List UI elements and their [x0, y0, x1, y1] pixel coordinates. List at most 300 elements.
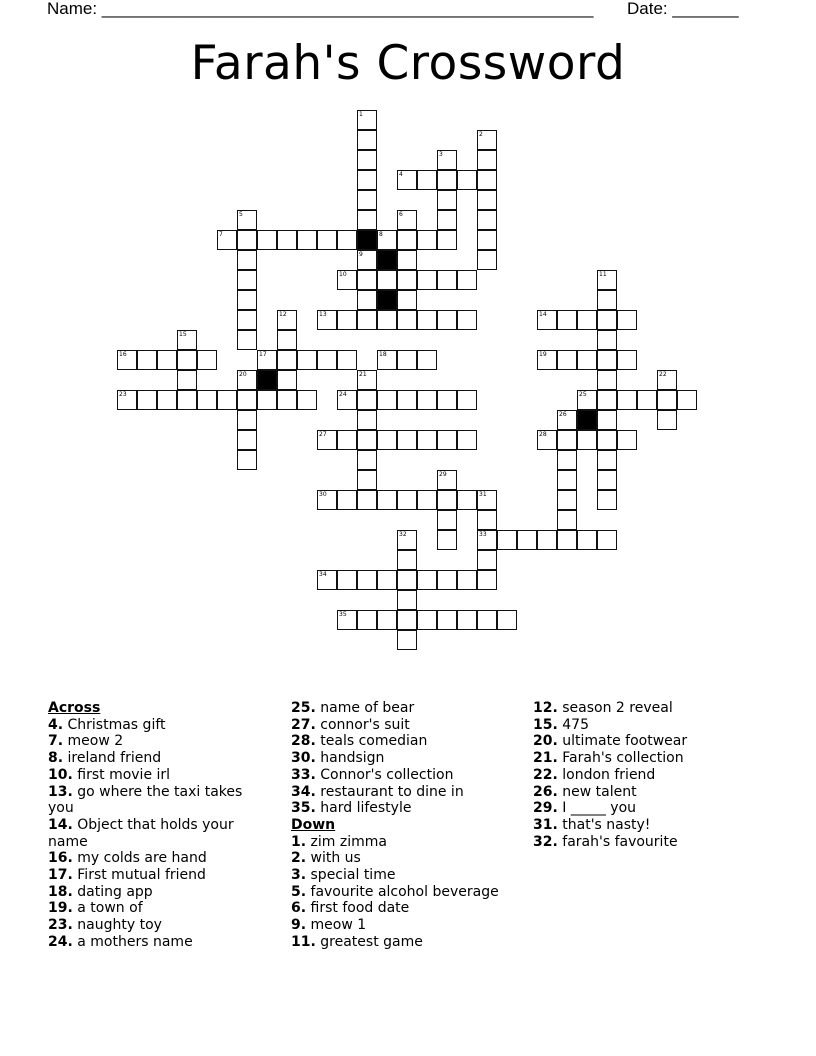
grid-cell[interactable] [357, 110, 377, 130]
black-cell [357, 230, 377, 250]
clue-across-item [48, 884, 263, 901]
grid-cell[interactable] [437, 510, 457, 530]
clue-down-item [533, 767, 763, 784]
grid-cell[interactable] [357, 270, 377, 290]
grid-cell[interactable] [437, 570, 457, 590]
grid-cell[interactable] [637, 390, 657, 410]
grid-cell[interactable] [557, 310, 577, 330]
grid-cell[interactable] [597, 350, 617, 370]
grid-cell[interactable] [317, 490, 337, 510]
grid-cell[interactable] [477, 490, 497, 510]
clue-text: favourite alcohol beverage [310, 883, 499, 900]
grid-cell[interactable] [417, 350, 437, 370]
down-heading: Down [291, 816, 336, 833]
grid-cell[interactable] [597, 430, 617, 450]
grid-cell[interactable] [417, 570, 437, 590]
grid-cell[interactable] [617, 350, 637, 370]
grid-cell[interactable] [137, 390, 157, 410]
clue-number: 27 [319, 431, 327, 438]
grid-cell[interactable] [417, 270, 437, 290]
grid-cell[interactable] [477, 250, 497, 270]
clue-text: a mothers name [77, 933, 193, 950]
black-cell [577, 410, 597, 430]
clue-number: 26 [559, 411, 567, 418]
grid-cell[interactable] [237, 250, 257, 270]
grid-cell[interactable] [317, 430, 337, 450]
grid-cell[interactable] [557, 510, 577, 530]
clue-number: 35 [339, 611, 347, 618]
grid-cell[interactable] [397, 170, 417, 190]
clue-number: 23 [119, 391, 127, 398]
clue-across-item [48, 784, 263, 817]
grid-cell[interactable] [397, 630, 417, 650]
clue-across-item [48, 867, 263, 884]
grid-cell[interactable] [457, 270, 477, 290]
clue-across-item [48, 934, 263, 951]
clue-across-item [48, 767, 263, 784]
date-field-label: Date: _______ [627, 0, 739, 18]
clue-text: Farah's collection [562, 750, 684, 767]
grid-cell[interactable] [397, 550, 417, 570]
grid-cell[interactable] [337, 570, 357, 590]
grid-cell[interactable] [437, 230, 457, 250]
grid-cell[interactable] [337, 270, 357, 290]
clue-text: handsign [320, 750, 385, 767]
grid-cell[interactable] [157, 350, 177, 370]
grid-cell[interactable] [437, 390, 457, 410]
grid-cell[interactable] [477, 190, 497, 210]
grid-cell[interactable] [237, 410, 257, 430]
grid-cell[interactable] [177, 370, 197, 390]
grid-cell[interactable] [557, 450, 577, 470]
grid-cell[interactable] [657, 390, 677, 410]
clue-down-item [291, 867, 526, 884]
clue-number: 17. [48, 867, 73, 884]
clue-text: a town of [77, 900, 143, 917]
grid-cell[interactable] [677, 390, 697, 410]
grid-cell[interactable] [437, 210, 457, 230]
clue-number: 4. [48, 716, 64, 733]
grid-cell[interactable] [357, 210, 377, 230]
grid-cell[interactable] [577, 430, 597, 450]
clue-text: first food date [310, 900, 410, 917]
grid-cell[interactable] [597, 310, 617, 330]
grid-cell[interactable] [417, 610, 437, 630]
clue-text: with us [310, 850, 361, 867]
clue-down-item [533, 784, 763, 801]
grid-cell[interactable] [237, 450, 257, 470]
clue-number: 33 [479, 531, 487, 538]
grid-cell[interactable] [457, 570, 477, 590]
grid-cell[interactable] [377, 610, 397, 630]
grid-cell[interactable] [357, 430, 377, 450]
grid-cell[interactable] [397, 350, 417, 370]
grid-cell[interactable] [477, 130, 497, 150]
grid-cell[interactable] [397, 530, 417, 550]
grid-cell[interactable] [237, 210, 257, 230]
grid-cell[interactable] [437, 470, 457, 490]
clue-number: 5. [291, 883, 307, 900]
grid-cell[interactable] [357, 490, 377, 510]
grid-cell[interactable] [357, 290, 377, 310]
grid-cell[interactable] [597, 330, 617, 350]
grid-cell[interactable] [557, 490, 577, 510]
clue-number: 22. [533, 766, 558, 783]
grid-cell[interactable] [437, 190, 457, 210]
grid-cell[interactable] [317, 310, 337, 330]
grid-cell[interactable] [357, 470, 377, 490]
clue-text: ireland friend [67, 750, 162, 767]
clue-number: 18 [379, 351, 387, 358]
grid-cell[interactable] [357, 250, 377, 270]
grid-cell[interactable] [397, 610, 417, 630]
grid-cell[interactable] [357, 370, 377, 390]
grid-cell[interactable] [397, 590, 417, 610]
grid-cell[interactable] [157, 390, 177, 410]
grid-cell[interactable] [457, 170, 477, 190]
grid-cell[interactable] [357, 390, 377, 410]
grid-cell[interactable] [397, 570, 417, 590]
grid-cell[interactable] [277, 330, 297, 350]
grid-cell[interactable] [317, 230, 337, 250]
grid-cell[interactable] [557, 470, 577, 490]
clue-across-item [291, 767, 526, 784]
clue-text: Christmas gift [67, 716, 166, 733]
clue-text: my colds are hand [77, 850, 207, 867]
clue-number: 24 [339, 391, 347, 398]
grid-cell[interactable] [497, 610, 517, 630]
clue-number: 9. [291, 917, 307, 934]
grid-cell[interactable] [237, 270, 257, 290]
clue-down-item [533, 800, 763, 817]
grid-cell[interactable] [377, 570, 397, 590]
clue-number: 26. [533, 783, 558, 800]
grid-cell[interactable] [597, 290, 617, 310]
clue-number: 30 [319, 491, 327, 498]
clue-text: name of bear [320, 700, 415, 716]
grid-cell[interactable] [277, 310, 297, 330]
grid-cell[interactable] [577, 390, 597, 410]
page-title: Farah's Crossword [190, 36, 626, 91]
grid-cell[interactable] [417, 430, 437, 450]
grid-cell[interactable] [337, 430, 357, 450]
grid-cell[interactable] [417, 310, 437, 330]
clue-text: I _____ you [562, 800, 637, 817]
grid-cell[interactable] [197, 390, 217, 410]
grid-cell[interactable] [477, 230, 497, 250]
clue-number: 31. [533, 816, 558, 833]
grid-cell[interactable] [577, 530, 597, 550]
grid-cell[interactable] [217, 230, 237, 250]
grid-cell[interactable] [377, 390, 397, 410]
grid-cell[interactable] [437, 150, 457, 170]
grid-cell[interactable] [337, 350, 357, 370]
grid-cell[interactable] [297, 350, 317, 370]
grid-cell[interactable] [477, 210, 497, 230]
grid-cell[interactable] [577, 350, 597, 370]
grid-cell[interactable] [297, 390, 317, 410]
grid-cell[interactable] [497, 530, 517, 550]
grid-cell[interactable] [237, 390, 257, 410]
grid-cell[interactable] [257, 390, 277, 410]
grid-cell[interactable] [437, 430, 457, 450]
clue-text: first movie irl [77, 766, 171, 783]
grid-cell[interactable] [177, 390, 197, 410]
clue-number: 19. [48, 900, 73, 917]
clue-down-item [533, 700, 763, 717]
grid-cell[interactable] [357, 130, 377, 150]
clue-number: 32. [533, 833, 558, 850]
grid-cell[interactable] [257, 230, 277, 250]
grid-cell[interactable] [557, 410, 577, 430]
grid-cell[interactable] [617, 310, 637, 330]
clue-number: 7 [219, 231, 223, 238]
grid-cell[interactable] [397, 290, 417, 310]
grid-cell[interactable] [597, 470, 617, 490]
grid-cell[interactable] [457, 490, 477, 510]
clue-number: 25. [291, 700, 316, 716]
clue-number: 16. [48, 850, 73, 867]
grid-cell[interactable] [357, 170, 377, 190]
clue-text: First mutual friend [77, 867, 206, 884]
clue-number: 17 [259, 351, 267, 358]
grid-cell[interactable] [237, 330, 257, 350]
grid-cell[interactable] [417, 390, 437, 410]
grid-cell[interactable] [277, 350, 297, 370]
grid-cell[interactable] [597, 410, 617, 430]
grid-cell[interactable] [537, 430, 557, 450]
grid-cell[interactable] [337, 490, 357, 510]
clue-text: ultimate footwear [562, 733, 688, 750]
clue-down-item [533, 834, 763, 851]
clue-text: hard lifestyle [320, 800, 412, 817]
grid-cell[interactable] [597, 490, 617, 510]
grid-cell[interactable] [397, 250, 417, 270]
clue-number: 13 [319, 311, 327, 318]
clue-down-item [291, 884, 526, 901]
grid-cell[interactable] [597, 370, 617, 390]
clue-number: 6 [399, 211, 403, 218]
clue-text: new talent [562, 783, 637, 800]
clue-across-item [291, 733, 526, 750]
clues-column-2 [291, 700, 526, 951]
grid-cell[interactable] [357, 310, 377, 330]
grid-cell[interactable] [437, 270, 457, 290]
grid-cell[interactable] [397, 270, 417, 290]
clue-number: 12 [279, 311, 287, 318]
clue-down-item [533, 733, 763, 750]
grid-cell[interactable] [477, 610, 497, 630]
grid-cell[interactable] [137, 350, 157, 370]
grid-cell[interactable] [597, 270, 617, 290]
grid-cell[interactable] [477, 170, 497, 190]
grid-cell[interactable] [357, 190, 377, 210]
grid-cell[interactable] [597, 450, 617, 470]
grid-cell[interactable] [477, 550, 497, 570]
grid-cell[interactable] [337, 610, 357, 630]
grid-cell[interactable] [477, 150, 497, 170]
clue-number: 28. [291, 733, 316, 750]
grid-cell[interactable] [417, 170, 437, 190]
clue-number: 8 [379, 231, 383, 238]
grid-cell[interactable] [357, 570, 377, 590]
grid-cell[interactable] [377, 270, 397, 290]
grid-cell[interactable] [117, 390, 137, 410]
grid-cell[interactable] [477, 570, 497, 590]
grid-cell[interactable] [337, 390, 357, 410]
grid-cell[interactable] [617, 390, 637, 410]
clue-number: 22 [659, 371, 667, 378]
grid-cell[interactable] [557, 530, 577, 550]
grid-cell[interactable] [237, 370, 257, 390]
clue-across-item [48, 917, 263, 934]
grid-cell[interactable] [257, 350, 277, 370]
grid-cell[interactable] [477, 510, 497, 530]
grid-cell[interactable] [317, 570, 337, 590]
clue-number: 34 [319, 571, 327, 578]
clue-number: 14. [48, 816, 73, 833]
clue-text: meow 2 [67, 733, 124, 750]
grid-cell[interactable] [397, 310, 417, 330]
grid-cell[interactable] [537, 530, 557, 550]
grid-cell[interactable] [277, 370, 297, 390]
clue-text: season 2 reveal [562, 700, 673, 716]
grid-cell[interactable] [177, 350, 197, 370]
grid-cell[interactable] [397, 210, 417, 230]
clue-across-item [48, 817, 263, 850]
clue-text: restaurant to dine in [320, 783, 464, 800]
clue-number: 4 [399, 171, 403, 178]
grid-cell[interactable] [357, 450, 377, 470]
grid-cell[interactable] [357, 610, 377, 630]
clue-number: 1. [291, 833, 307, 850]
clue-number: 23. [48, 917, 73, 934]
clue-number: 24. [48, 933, 73, 950]
grid-cell[interactable] [397, 430, 417, 450]
grid-cell[interactable] [597, 390, 617, 410]
clue-number: 13. [48, 783, 73, 800]
grid-cell[interactable] [457, 390, 477, 410]
grid-cell[interactable] [597, 530, 617, 550]
clue-down-item [533, 750, 763, 767]
grid-cell[interactable] [357, 150, 377, 170]
grid-cell[interactable] [437, 310, 457, 330]
clue-number: 3 [439, 151, 443, 158]
clue-down-item [291, 900, 526, 917]
grid-cell[interactable] [537, 310, 557, 330]
clue-number: 27. [291, 716, 316, 733]
grid-cell[interactable] [417, 490, 437, 510]
grid-cell[interactable] [437, 170, 457, 190]
black-cell [377, 250, 397, 270]
clue-number: 32 [399, 531, 407, 538]
grid-cell[interactable] [277, 230, 297, 250]
clue-number: 19 [539, 351, 547, 358]
clue-down-item [533, 717, 763, 734]
clue-across-item [48, 733, 263, 750]
clue-text: zim zimma [310, 833, 387, 850]
grid-cell[interactable] [377, 430, 397, 450]
grid-cell[interactable] [397, 490, 417, 510]
grid-cell[interactable] [377, 230, 397, 250]
grid-cell[interactable] [217, 390, 237, 410]
grid-cell[interactable] [237, 310, 257, 330]
clue-number: 11. [291, 933, 316, 950]
clue-text: Object that holds your name [48, 816, 234, 850]
clue-down-item [533, 817, 763, 834]
grid-cell[interactable] [617, 430, 637, 450]
clues-column-1 [48, 700, 263, 951]
clue-number: 15. [533, 716, 558, 733]
clue-text: special time [310, 867, 396, 884]
clue-number: 9 [359, 251, 363, 258]
clue-number: 21 [359, 371, 367, 378]
grid-cell[interactable] [377, 490, 397, 510]
grid-cell[interactable] [397, 230, 417, 250]
grid-cell[interactable] [177, 330, 197, 350]
clue-text: naughty toy [77, 917, 162, 934]
clue-number: 2 [479, 131, 483, 138]
clue-text: greatest game [320, 933, 423, 950]
clue-down-item [291, 850, 526, 867]
grid-cell[interactable] [237, 230, 257, 250]
grid-cell[interactable] [537, 350, 557, 370]
clue-number: 7. [48, 733, 64, 750]
grid-cell[interactable] [457, 610, 477, 630]
black-cell [257, 370, 277, 390]
clue-across-item [48, 850, 263, 867]
grid-cell[interactable] [397, 390, 417, 410]
clue-number: 25 [579, 391, 587, 398]
clue-across-item [291, 717, 526, 734]
clue-number: 8. [48, 750, 64, 767]
grid-cell[interactable] [297, 230, 317, 250]
clue-number: 10. [48, 766, 73, 783]
grid-cell[interactable] [417, 230, 437, 250]
grid-cell[interactable] [277, 390, 297, 410]
grid-cell[interactable] [237, 430, 257, 450]
grid-cell[interactable] [337, 230, 357, 250]
grid-cell[interactable] [437, 530, 457, 550]
grid-cell[interactable] [577, 310, 597, 330]
grid-cell[interactable] [337, 310, 357, 330]
clue-down-item [291, 917, 526, 934]
grid-cell[interactable] [117, 350, 137, 370]
grid-cell[interactable] [457, 430, 477, 450]
clue-number: 34. [291, 783, 316, 800]
grid-cell[interactable] [657, 370, 677, 390]
grid-cell[interactable] [657, 410, 677, 430]
grid-cell[interactable] [197, 350, 217, 370]
grid-cell[interactable] [377, 310, 397, 330]
clue-down-item [291, 934, 526, 951]
grid-cell[interactable] [437, 610, 457, 630]
clue-across-item [291, 700, 526, 717]
grid-cell[interactable] [317, 350, 337, 370]
clue-across-item [291, 750, 526, 767]
grid-cell[interactable] [377, 350, 397, 370]
grid-cell[interactable] [237, 290, 257, 310]
clue-text: london friend [562, 766, 656, 783]
grid-cell[interactable] [557, 350, 577, 370]
name-field-label: Name: ____________________________________________________ [47, 0, 594, 18]
grid-cell[interactable] [357, 410, 377, 430]
grid-cell[interactable] [457, 310, 477, 330]
grid-cell[interactable] [437, 490, 457, 510]
grid-cell[interactable] [477, 530, 497, 550]
grid-cell[interactable] [517, 530, 537, 550]
grid-cell[interactable] [557, 430, 577, 450]
